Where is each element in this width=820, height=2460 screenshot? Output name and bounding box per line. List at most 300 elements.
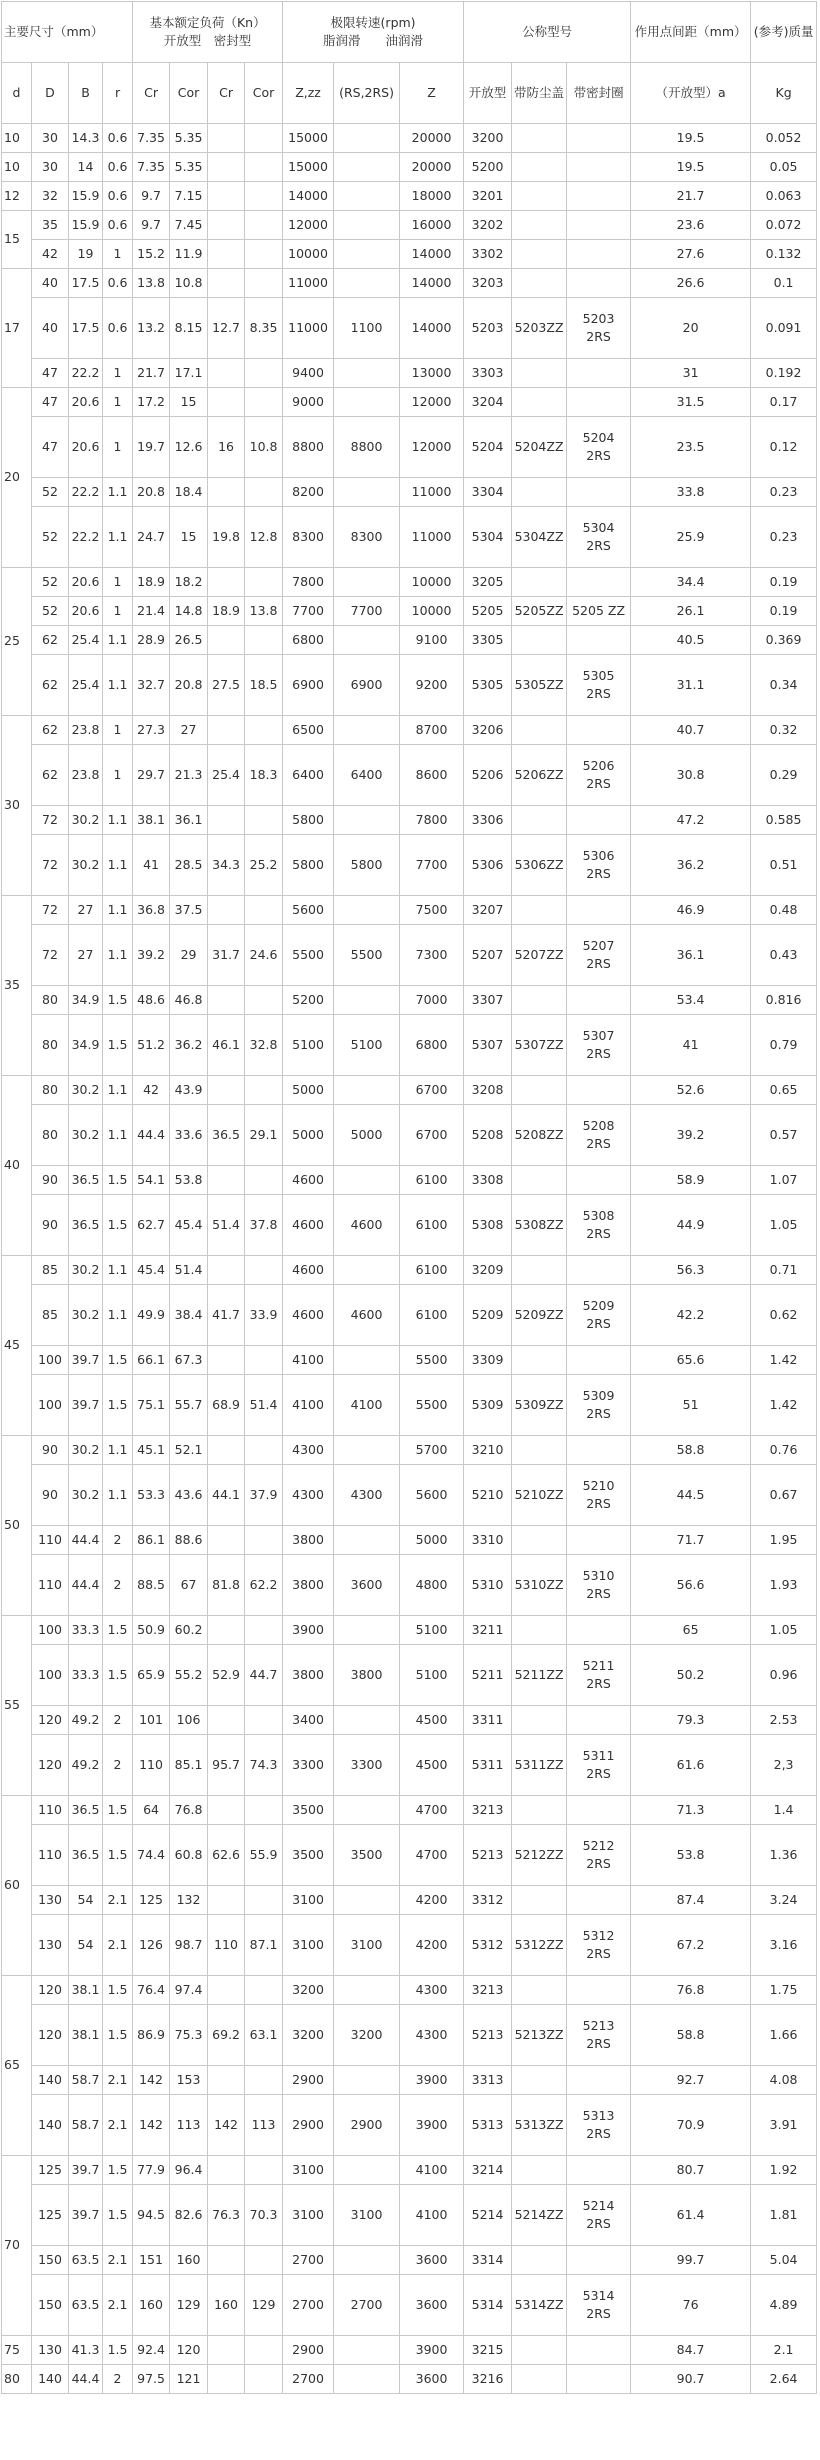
cor-open-cell: 17.1 [170,359,208,388]
seal-ring-model-cell [567,240,631,269]
radius-cell: 1 [103,568,133,597]
open-model-cell: 3208 [464,1076,512,1105]
cr-open-cell: 88.5 [133,1555,170,1616]
cr-open-cell: 92.4 [133,2336,170,2365]
width-cell: 41.3 [69,2336,103,2365]
point-distance-cell: 84.7 [631,2336,751,2365]
seal-model-line-1: 5305 [582,667,615,683]
dust-cover-model-cell: 5210ZZ [512,1465,567,1526]
speed-z-cell: 18000 [400,182,464,211]
width-cell: 17.5 [69,298,103,359]
width-cell: 15.9 [69,211,103,240]
speed-z-cell: 6700 [400,1105,464,1166]
speed-zzz-cell: 3300 [283,1735,334,1796]
point-distance-cell: 51 [631,1375,751,1436]
speed-rs-cell [334,2156,400,2185]
speed-z-cell: 4300 [400,2005,464,2066]
open-model-cell: 3205 [464,568,512,597]
table-row [2,1555,817,1616]
radius-cell: 1.1 [103,1076,133,1105]
speed-rs-cell: 2700 [334,2275,400,2336]
open-model-cell: 3311 [464,1706,512,1735]
seal-model-line-2: 2RS [586,1316,611,1331]
radius-cell: 1 [103,745,133,806]
speed-zzz-cell: 4100 [283,1346,334,1375]
table-row [2,1195,817,1256]
point-distance-cell: 65 [631,1616,751,1645]
radius-cell: 1.1 [103,478,133,507]
seal-ring-model-cell [567,655,631,716]
cr-sealed-cell: 160 [208,2275,245,2336]
mass-cell: 0.51 [751,835,817,896]
table-row [2,1706,817,1735]
bore-d-cell: 80 [2,2365,32,2394]
outer-diameter-cell: 62 [32,626,69,655]
bore-d-cell: 10 [2,153,32,182]
cor-sealed-cell [245,182,283,211]
open-model-cell: 5207 [464,925,512,986]
table-row [2,2275,817,2336]
speed-z-cell: 20000 [400,124,464,153]
speed-z-cell: 7300 [400,925,464,986]
speed-z-cell: 7500 [400,896,464,925]
seal-ring-model-cell [567,896,631,925]
width-cell: 20.6 [69,597,103,626]
col-z: Z [400,63,464,124]
cor-sealed-cell: 29.1 [245,1105,283,1166]
seal-ring-model-cell [567,1346,631,1375]
seal-ring-model-cell [567,2185,631,2246]
cr-sealed-cell: 62.6 [208,1825,245,1886]
seal-ring-model-cell [567,716,631,745]
width-cell: 44.4 [69,2365,103,2394]
cr-sealed-cell: 44.1 [208,1465,245,1526]
mass-cell: 0.32 [751,716,817,745]
mass-cell: 3.91 [751,2095,817,2156]
point-distance-cell: 71.7 [631,1526,751,1555]
outer-diameter-cell: 150 [32,2246,69,2275]
point-distance-cell: 80.7 [631,2156,751,2185]
width-cell: 22.2 [69,478,103,507]
cor-sealed-cell [245,626,283,655]
cr-open-cell: 76.4 [133,1976,170,2005]
table-row [2,1825,817,1886]
cr-sealed-cell [208,1166,245,1195]
width-cell: 14.3 [69,124,103,153]
cor-sealed-cell: 113 [245,2095,283,2156]
outer-diameter-cell: 72 [32,925,69,986]
speed-z-cell: 9200 [400,655,464,716]
table-row [2,507,817,568]
radius-cell: 1.5 [103,2005,133,2066]
cr-open-cell: 18.9 [133,568,170,597]
cr-sealed-cell: 19.8 [208,507,245,568]
dust-cover-model-cell [512,269,567,298]
speed-rs-cell [334,1346,400,1375]
cor-sealed-cell [245,269,283,298]
dust-cover-model-cell [512,1706,567,1735]
radius-cell: 1.1 [103,1465,133,1526]
table-row [2,1976,817,2005]
outer-diameter-cell: 52 [32,507,69,568]
open-model-cell: 3214 [464,2156,512,2185]
speed-zzz-cell: 5000 [283,1105,334,1166]
seal-model-line-1: 5306 [582,847,615,863]
dust-cover-model-cell [512,1796,567,1825]
radius-cell: 2.1 [103,1915,133,1976]
width-cell: 58.7 [69,2066,103,2095]
width-cell: 30.2 [69,1256,103,1285]
speed-zzz-cell: 3900 [283,1616,334,1645]
table-row [2,568,817,597]
speed-z-cell: 4800 [400,1555,464,1616]
mass-cell: 1.66 [751,2005,817,2066]
radius-cell: 1.5 [103,1796,133,1825]
speed-zzz-cell: 6800 [283,626,334,655]
seal-model-line-1: 5203 [582,310,615,326]
outer-diameter-cell: 52 [32,568,69,597]
mass-cell: 0.96 [751,1645,817,1706]
cr-sealed-cell: 95.7 [208,1735,245,1796]
cr-sealed-cell [208,1256,245,1285]
mass-cell: 0.34 [751,655,817,716]
cr-open-cell: 28.9 [133,626,170,655]
cor-open-cell: 43.9 [170,1076,208,1105]
speed-rs-cell [334,478,400,507]
seal-ring-model-cell [567,1256,631,1285]
cr-open-cell: 86.9 [133,2005,170,2066]
col-rs-2rs: (RS,2RS) [334,63,400,124]
cr-sealed-cell [208,1796,245,1825]
open-model-cell: 5211 [464,1645,512,1706]
point-distance-cell: 20 [631,298,751,359]
dust-cover-model-cell: 5208ZZ [512,1105,567,1166]
outer-diameter-cell: 120 [32,1706,69,1735]
cor-open-cell: 43.6 [170,1465,208,1526]
speed-zzz-cell: 3200 [283,2005,334,2066]
radius-cell: 1.5 [103,1645,133,1706]
cor-open-cell: 8.15 [170,298,208,359]
cr-open-cell: 9.7 [133,182,170,211]
open-model-cell: 3209 [464,1256,512,1285]
speed-zzz-cell: 3800 [283,1526,334,1555]
point-distance-cell: 50.2 [631,1645,751,1706]
cr-sealed-cell: 12.7 [208,298,245,359]
col-open-type: 开放型 [464,63,512,124]
point-distance-cell: 44.9 [631,1195,751,1256]
point-distance-cell: 33.8 [631,478,751,507]
header-row-1 [2,2,817,63]
radius-cell: 2 [103,2365,133,2394]
dust-cover-model-cell [512,626,567,655]
speed-rs-cell: 6900 [334,655,400,716]
width-cell: 33.3 [69,1616,103,1645]
main-size-header: 主要尺寸（mm） [2,2,133,63]
table-row [2,896,817,925]
speed-z-cell: 14000 [400,298,464,359]
width-cell: 49.2 [69,1735,103,1796]
cor-sealed-cell: 12.8 [245,507,283,568]
dust-cover-model-cell: 5203ZZ [512,298,567,359]
point-distance-header: 作用点间距（mm） [631,2,751,63]
outer-diameter-cell: 125 [32,2156,69,2185]
dust-cover-model-cell [512,806,567,835]
seal-ring-model-cell [567,388,631,417]
speed-rs-cell: 5800 [334,835,400,896]
cor-sealed-cell [245,388,283,417]
seal-ring-model-cell [567,417,631,478]
cr-sealed-cell: 25.4 [208,745,245,806]
width-cell: 54 [69,1915,103,1976]
cor-open-cell: 20.8 [170,655,208,716]
seal-ring-model-cell [567,1285,631,1346]
radius-cell: 1.5 [103,2156,133,2185]
speed-zzz-cell: 5600 [283,896,334,925]
outer-diameter-cell: 85 [32,1256,69,1285]
dust-cover-model-cell: 5305ZZ [512,655,567,716]
open-model-cell: 3304 [464,478,512,507]
outer-diameter-cell: 30 [32,124,69,153]
cr-open-cell: 24.7 [133,507,170,568]
open-model-cell: 3202 [464,211,512,240]
point-distance-cell: 58.8 [631,1436,751,1465]
cor-open-cell: 18.2 [170,568,208,597]
seal-model-line-1: 5304 [582,519,615,535]
open-model-cell: 5204 [464,417,512,478]
cr-open-cell: 50.9 [133,1616,170,1645]
speed-zzz-cell: 5500 [283,925,334,986]
open-model-cell: 3308 [464,1166,512,1195]
dust-cover-model-cell [512,1436,567,1465]
radius-cell: 1.1 [103,655,133,716]
table-row [2,417,817,478]
radius-cell: 0.6 [103,298,133,359]
open-model-cell: 3313 [464,2066,512,2095]
cor-open-cell: 153 [170,2066,208,2095]
speed-zzz-cell: 8200 [283,478,334,507]
point-distance-cell: 36.2 [631,835,751,896]
radius-cell: 0.6 [103,153,133,182]
cr-sealed-cell [208,1976,245,2005]
point-distance-cell: 31 [631,359,751,388]
seal-ring-model-cell [567,2156,631,2185]
seal-ring-model-cell [567,1105,631,1166]
radius-cell: 1 [103,388,133,417]
cor-sealed-cell [245,211,283,240]
seal-ring-model-cell [567,1645,631,1706]
cr-sealed-cell: 69.2 [208,2005,245,2066]
cr-open-cell: 44.4 [133,1105,170,1166]
cor-open-cell: 51.4 [170,1256,208,1285]
radius-cell: 1 [103,417,133,478]
open-model-cell: 5206 [464,745,512,806]
open-model-cell: 3215 [464,2336,512,2365]
speed-rs-cell [334,211,400,240]
cor-open-cell: 55.2 [170,1645,208,1706]
table-row [2,124,817,153]
outer-diameter-cell: 72 [32,806,69,835]
open-model-cell: 5213 [464,2005,512,2066]
seal-ring-model-cell [567,507,631,568]
dust-cover-model-cell [512,153,567,182]
table-row [2,2066,817,2095]
table-row [2,240,817,269]
cr-sealed-cell [208,478,245,507]
outer-diameter-cell: 80 [32,1076,69,1105]
cor-sealed-cell [245,153,283,182]
cr-open-cell: 51.2 [133,1015,170,1076]
cr-sealed-cell [208,153,245,182]
seal-model-line-1: 5310 [582,1567,615,1583]
speed-rs-cell: 2900 [334,2095,400,2156]
cr-sealed-cell [208,986,245,1015]
cr-sealed-cell [208,568,245,597]
cr-open-cell: 27.3 [133,716,170,745]
cor-sealed-cell [245,1976,283,2005]
radius-cell: 1.1 [103,1285,133,1346]
cr-open-cell: 19.7 [133,417,170,478]
speed-zzz-cell: 2700 [283,2365,334,2394]
seal-model-line-2: 2RS [586,2306,611,2321]
speed-zzz-cell: 14000 [283,182,334,211]
speed-rs-cell [334,716,400,745]
seal-model-line-1: 5208 [582,1117,615,1133]
seal-ring-model-cell [567,986,631,1015]
cr-open-cell: 13.2 [133,298,170,359]
point-distance-cell: 70.9 [631,2095,751,2156]
cr-sealed-cell [208,182,245,211]
cr-open-cell: 62.7 [133,1195,170,1256]
outer-diameter-cell: 32 [32,182,69,211]
table-row [2,925,817,986]
speed-rs-cell [334,1526,400,1555]
width-cell: 36.5 [69,1825,103,1886]
seal-model-line-2: 2RS [586,2216,611,2231]
speed-z-cell: 4200 [400,1915,464,1976]
mass-cell: 0.1 [751,269,817,298]
seal-model-line-1: 5205 ZZ [572,602,626,618]
cr-sealed-cell: 51.4 [208,1195,245,1256]
speed-rs-cell [334,388,400,417]
speed-rs-cell: 4100 [334,1375,400,1436]
cr-open-cell: 7.35 [133,124,170,153]
speed-z-cell: 4500 [400,1706,464,1735]
col-outer-d: D [32,63,69,124]
cr-sealed-cell: 110 [208,1915,245,1976]
point-distance-cell: 58.9 [631,1166,751,1195]
dust-cover-model-cell: 5313ZZ [512,2095,567,2156]
dust-cover-model-cell [512,182,567,211]
cor-sealed-cell: 8.35 [245,298,283,359]
seal-model-line-1: 5214 [582,2197,615,2213]
outer-diameter-cell: 62 [32,716,69,745]
seal-model-line-2: 2RS [586,329,611,344]
radius-cell: 1.5 [103,2185,133,2246]
outer-diameter-cell: 52 [32,597,69,626]
col-r: r [103,63,133,124]
cor-open-cell: 36.2 [170,1015,208,1076]
cr-sealed-cell [208,716,245,745]
table-row [2,1616,817,1645]
speed-z-cell: 8700 [400,716,464,745]
speed-rs-cell [334,626,400,655]
speed-z-cell: 4100 [400,2156,464,2185]
speed-z-cell: 13000 [400,359,464,388]
radius-cell: 1 [103,716,133,745]
cor-sealed-cell: 51.4 [245,1375,283,1436]
dust-cover-model-cell [512,2336,567,2365]
cr-open-cell: 38.1 [133,806,170,835]
dust-cover-model-cell: 5209ZZ [512,1285,567,1346]
outer-diameter-cell: 140 [32,2365,69,2394]
point-distance-cell: 21.7 [631,182,751,211]
speed-z-cell: 5700 [400,1436,464,1465]
outer-diameter-cell: 80 [32,986,69,1015]
width-cell: 27 [69,896,103,925]
point-distance-cell: 31.1 [631,655,751,716]
speed-rs-cell [334,269,400,298]
speed-z-cell: 7700 [400,835,464,896]
dust-cover-model-cell [512,240,567,269]
seal-ring-model-cell [567,2365,631,2394]
mass-cell: 0.19 [751,568,817,597]
mass-cell: 4.08 [751,2066,817,2095]
open-model-cell: 3309 [464,1346,512,1375]
mass-cell: 0.19 [751,597,817,626]
mass-cell: 3.24 [751,1886,817,1915]
width-cell: 30.2 [69,1465,103,1526]
table-row [2,1285,817,1346]
cr-sealed-cell: 34.3 [208,835,245,896]
cor-sealed-cell: 55.9 [245,1825,283,1886]
cor-sealed-cell [245,806,283,835]
seal-model-line-2: 2RS [586,866,611,881]
cor-sealed-cell [245,716,283,745]
speed-zzz-cell: 2900 [283,2066,334,2095]
seal-ring-model-cell [567,1706,631,1735]
mass-cell: 1.95 [751,1526,817,1555]
seal-model-line-1: 5211 [582,1657,615,1673]
cor-sealed-cell: 44.7 [245,1645,283,1706]
cr-sealed-cell [208,806,245,835]
outer-diameter-cell: 62 [32,745,69,806]
width-cell: 17.5 [69,269,103,298]
dust-cover-model-cell: 5211ZZ [512,1645,567,1706]
cor-sealed-cell [245,2365,283,2394]
speed-rs-cell [334,2066,400,2095]
dust-cover-model-cell [512,388,567,417]
mass-cell: 0.17 [751,388,817,417]
point-distance-cell: 26.1 [631,597,751,626]
cr-open-cell: 13.8 [133,269,170,298]
width-cell: 38.1 [69,1976,103,2005]
speed-rs-cell: 4600 [334,1195,400,1256]
col-d: d [2,63,32,124]
mass-cell: 0.65 [751,1076,817,1105]
cr-open-cell: 53.3 [133,1465,170,1526]
mass-cell: 1.81 [751,2185,817,2246]
width-cell: 39.7 [69,2156,103,2185]
table-row [2,1346,817,1375]
outer-diameter-cell: 47 [32,359,69,388]
open-model-cell: 5200 [464,153,512,182]
point-distance-cell: 52.6 [631,1076,751,1105]
radius-cell: 2.1 [103,2246,133,2275]
speed-z-cell: 14000 [400,269,464,298]
radius-cell: 0.6 [103,124,133,153]
cor-sealed-cell: 62.2 [245,1555,283,1616]
seal-model-line-1: 5308 [582,1207,615,1223]
